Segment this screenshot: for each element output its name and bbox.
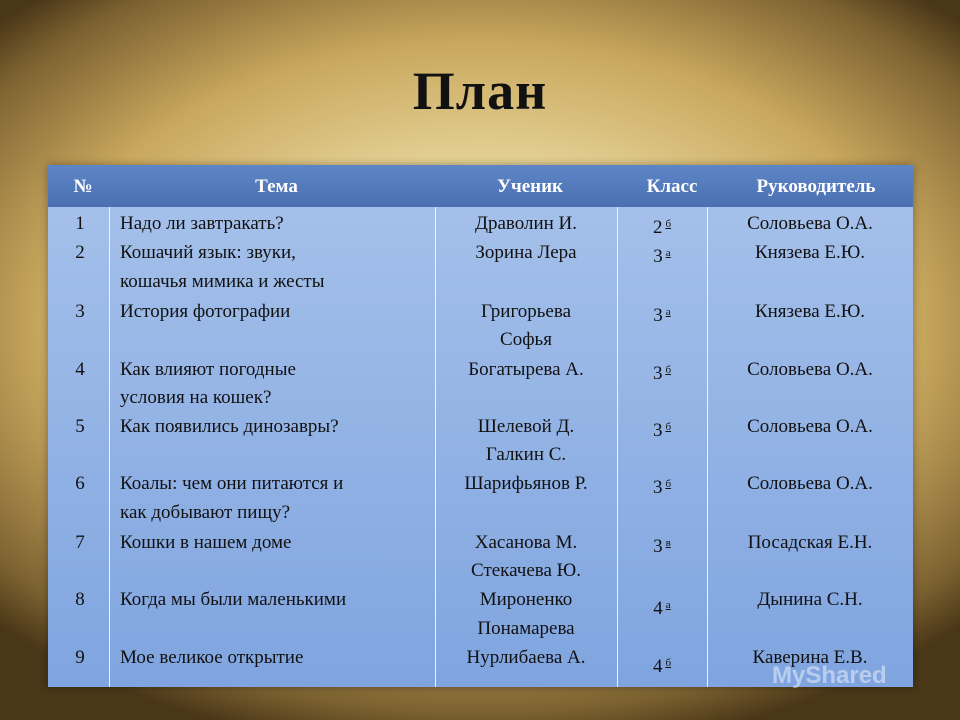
topic-text: Когда мы были маленькими — [120, 589, 347, 610]
student-name: Нурлибаева А. — [466, 647, 586, 668]
student-name: Мироненко — [479, 589, 573, 610]
row-number: 9 — [75, 647, 85, 668]
header-supervisor: Руководитель — [756, 176, 876, 197]
class-grade: 2 — [652, 217, 663, 238]
class-letter: б — [665, 478, 672, 490]
class-grade: 3 — [652, 363, 663, 384]
supervisor-name: Дынина С.Н. — [757, 589, 863, 610]
class-letter: б — [665, 218, 672, 230]
class-cell — [617, 210, 707, 242]
class-letter: б — [665, 421, 672, 433]
column-divider — [109, 207, 110, 687]
student-name: Стекачева Ю. — [471, 560, 581, 581]
row-number: 5 — [75, 416, 85, 437]
topic-text: Как появились динозавры? — [120, 416, 339, 437]
student-name: Зорина Лера — [475, 242, 577, 263]
class-grade: 4 — [652, 656, 663, 677]
student-name: Галкин С. — [485, 444, 567, 465]
watermark-logo: MyShared — [772, 662, 887, 689]
supervisor-name: Посадская Е.Н. — [747, 532, 873, 553]
student-name: Богатырева А. — [468, 359, 584, 380]
class-letter: а — [665, 599, 671, 611]
header-class: Класс — [646, 176, 698, 197]
header-student: Ученик — [497, 176, 563, 197]
class-cell — [617, 470, 707, 502]
student-name: Драволин И. — [474, 213, 578, 234]
topic-text: Кошки в нашем доме — [120, 532, 292, 553]
topic-text: Как влияют погодные — [120, 359, 296, 380]
topic-text: Кошачий язык: звуки, — [120, 242, 296, 263]
row-number: 2 — [75, 242, 85, 263]
row-number: 6 — [75, 473, 85, 494]
class-grade: 4 — [653, 598, 663, 619]
class-letter: а — [665, 306, 671, 318]
row-number: 1 — [75, 213, 85, 234]
class-letter: б — [665, 657, 672, 669]
class-letter: б — [665, 364, 672, 376]
supervisor-name: Соловьева О.А. — [747, 213, 873, 234]
topic-text: кошачья мимика и жесты — [120, 271, 325, 292]
student-name: Хасанова М. — [474, 532, 578, 553]
supervisor-name: Князева Е.Ю. — [754, 242, 866, 263]
topic-text: как добывают пищу? — [120, 502, 291, 523]
header-topic: Тема — [255, 176, 298, 197]
class-cell — [617, 239, 707, 271]
supervisor-name: Князева Е.Ю. — [754, 301, 866, 322]
class-cell — [617, 356, 707, 388]
topic-text: Надо ли завтракать? — [120, 213, 284, 234]
supervisor-name: Каверина Е.В. — [752, 647, 868, 668]
class-letter: в — [665, 537, 671, 549]
table-header — [48, 165, 913, 209]
supervisor-name: Соловьева О.А. — [747, 473, 873, 494]
column-divider — [707, 207, 708, 687]
class-grade: 3 — [652, 420, 663, 441]
row-number: 3 — [75, 301, 85, 322]
class-cell — [617, 649, 707, 681]
supervisor-name: Соловьева О.А. — [747, 359, 873, 380]
class-grade: 3 — [653, 305, 663, 326]
class-grade: 3 — [653, 536, 663, 557]
class-letter: а — [665, 247, 671, 259]
class-cell — [617, 413, 707, 445]
topic-text: История фотографии — [120, 301, 291, 322]
class-cell — [617, 298, 707, 330]
class-cell — [617, 529, 707, 561]
header-number: № — [73, 176, 93, 197]
student-name: Понамарева — [477, 618, 575, 639]
plan-table — [48, 165, 913, 687]
row-number: 4 — [75, 359, 85, 380]
row-number: 7 — [75, 532, 85, 553]
class-grade: 3 — [652, 477, 663, 498]
row-number: 8 — [75, 589, 85, 610]
class-cell — [617, 591, 707, 623]
class-grade: 3 — [653, 246, 663, 267]
topic-text: условия на кошек? — [120, 387, 272, 408]
student-name: Шелевой Д. — [477, 416, 575, 437]
page-title: План — [412, 61, 548, 121]
topic-text: Коалы: чем они питаются и — [120, 473, 344, 494]
topic-text: Мое великое открытие — [120, 647, 304, 668]
supervisor-name: Соловьева О.А. — [747, 416, 873, 437]
student-name: Шарифьянов Р. — [464, 473, 588, 494]
student-name: Григорьева — [480, 301, 572, 322]
student-name: Софья — [500, 329, 552, 350]
